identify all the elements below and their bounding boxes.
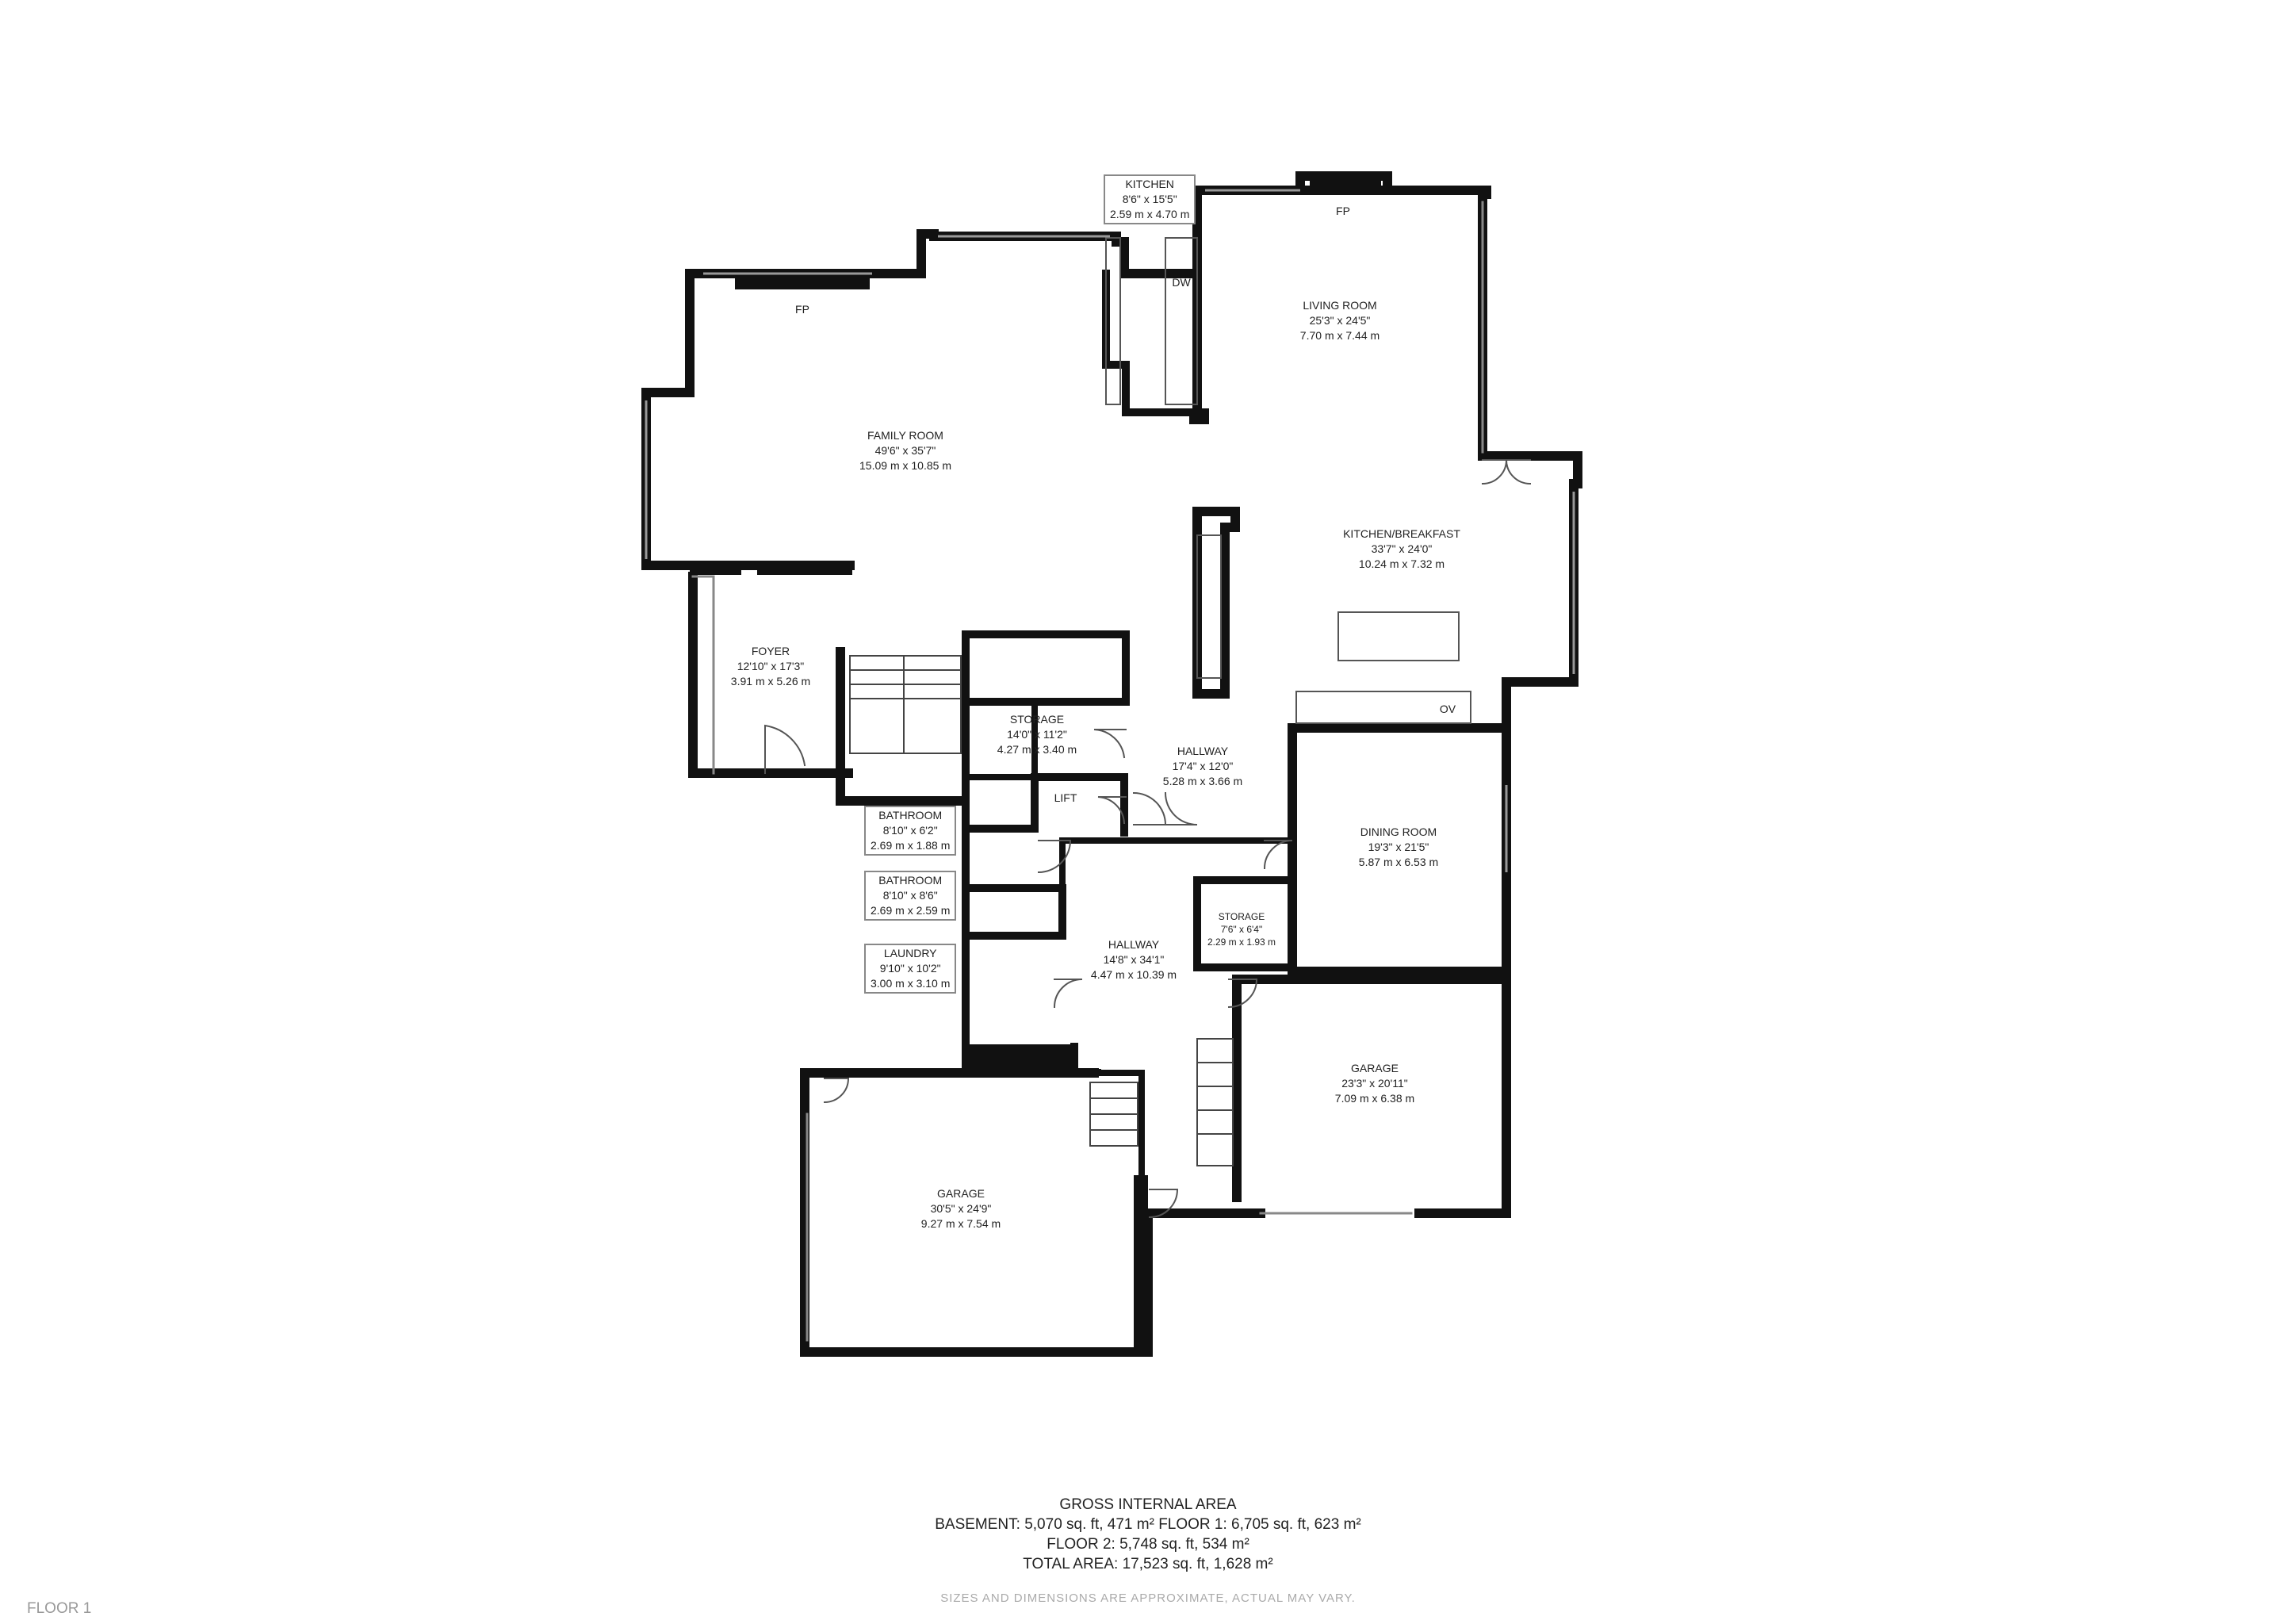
room-name: KITCHEN — [1125, 178, 1174, 190]
room-name: GARAGE — [937, 1187, 985, 1200]
room-label-storage-2 — [1207, 910, 1276, 948]
room-label-hallway-2 — [1091, 937, 1177, 982]
area-line-3: TOTAL AREA: 17,523 sq. ft, 1,628 m² — [1023, 1556, 1273, 1572]
room-label-dining-room — [1359, 825, 1438, 870]
floor-label: FLOOR 1 — [27, 1600, 92, 1617]
wall-living-right — [1483, 190, 1578, 484]
room-imperial: 9'10" x 10'2" — [879, 962, 941, 975]
counters — [1106, 238, 1471, 723]
oven-label: OV — [1439, 703, 1456, 715]
room-label-garage-2 — [921, 1186, 1001, 1231]
room-imperial: 7'6" x 6'4" — [1220, 924, 1263, 935]
room-metric: 2.29 m x 1.93 m — [1207, 936, 1276, 948]
room-name: BATHROOM — [878, 809, 943, 822]
room-label-living-room — [1300, 298, 1380, 343]
room-name: LAUNDRY — [883, 947, 937, 959]
room-label-storage-1 — [997, 712, 1077, 757]
dishwasher-label: DW — [1172, 276, 1191, 289]
room-imperial: 17'4" x 12'0" — [1172, 760, 1234, 772]
room-imperial: 12'10" x 17'3" — [737, 660, 805, 672]
stairs-hall — [1197, 1039, 1233, 1166]
area-line-1: BASEMENT: 5,070 sq. ft, 471 m² FLOOR 1: 6,705 sq. ft, 623 m² — [935, 1516, 1361, 1533]
room-imperial: 19'3" x 21'5" — [1368, 841, 1429, 853]
room-label-foyer — [731, 644, 810, 689]
room-label-bathroom-2 — [864, 871, 956, 921]
room-name: LIVING ROOM — [1303, 299, 1377, 312]
room-name: HALLWAY — [1108, 938, 1160, 951]
wall-family-west — [646, 274, 850, 565]
room-name: KITCHEN/BREAKFAST — [1343, 527, 1460, 540]
lift-label: LIFT — [1054, 791, 1077, 804]
gross-internal-area — [935, 1495, 1361, 1574]
wall-storage — [966, 634, 1126, 702]
room-imperial: 14'0" x 11'2" — [1007, 728, 1067, 741]
room-metric: 7.09 m x 6.38 m — [1334, 1092, 1415, 1105]
room-label-kitchen-small — [1104, 174, 1196, 224]
fireplace-label-family: FP — [795, 303, 809, 316]
room-name: BATHROOM — [878, 874, 943, 887]
room-imperial: 33'7" x 24'0" — [1371, 542, 1433, 555]
room-name: DINING ROOM — [1360, 825, 1437, 838]
room-metric: 2.69 m x 1.88 m — [871, 839, 951, 852]
room-metric: 3.00 m x 3.10 m — [871, 977, 951, 990]
room-metric: 15.09 m x 10.85 m — [859, 459, 951, 472]
room-metric: 7.70 m x 7.44 m — [1299, 329, 1380, 342]
room-label-hallway-1 — [1163, 744, 1242, 789]
room-metric: 5.87 m x 6.53 m — [1358, 856, 1439, 868]
room-imperial: 30'5" x 24'9" — [930, 1202, 992, 1215]
wall-kb-island — [1338, 612, 1459, 661]
room-imperial: 8'6" x 15'5" — [1122, 193, 1177, 205]
stairs-foyer — [850, 656, 961, 753]
room-imperial: 8'10" x 8'6" — [882, 889, 938, 902]
room-name: GARAGE — [1351, 1062, 1399, 1074]
room-metric: 5.28 m x 3.66 m — [1162, 775, 1243, 787]
room-name: STORAGE — [1009, 713, 1065, 726]
room-metric: 9.27 m x 7.54 m — [920, 1217, 1001, 1230]
room-label-garage-1 — [1335, 1061, 1414, 1106]
room-metric: 2.69 m x 2.59 m — [871, 904, 951, 917]
fireplace-label-living: FP — [1336, 205, 1350, 217]
room-name: STORAGE — [1218, 911, 1265, 922]
room-imperial: 25'3" x 24'5" — [1309, 314, 1371, 327]
room-label-kitchen-breakfast — [1343, 527, 1460, 572]
area-line-2: FLOOR 2: 5,748 sq. ft, 534 m² — [1047, 1536, 1249, 1553]
room-imperial: 49'6" x 35'7" — [874, 444, 936, 457]
room-metric: 4.27 m x 3.40 m — [997, 743, 1077, 756]
area-heading: GROSS INTERNAL AREA — [1059, 1496, 1237, 1513]
room-label-family-room — [859, 428, 951, 473]
wall-garage1 — [1148, 979, 1506, 1213]
room-name: FOYER — [751, 645, 790, 657]
room-metric: 2.59 m x 4.70 m — [1110, 208, 1190, 220]
disclaimer: SIZES AND DIMENSIONS ARE APPROXIMATE, ACTUAL MAY VARY. — [940, 1591, 1356, 1605]
wall-kitchen-block — [1106, 274, 1189, 412]
wall-center-column — [1197, 511, 1235, 694]
room-name: HALLWAY — [1177, 745, 1229, 757]
room-name: FAMILY ROOM — [867, 429, 943, 442]
room-metric: 3.91 m x 5.26 m — [730, 675, 811, 688]
room-imperial: 14'8" x 34'1" — [1103, 953, 1165, 966]
stairs-garage — [1090, 1082, 1138, 1146]
room-imperial: 23'3" x 20'11" — [1341, 1077, 1408, 1090]
room-metric: 10.24 m x 7.32 m — [1358, 557, 1445, 570]
room-metric: 4.47 m x 10.39 m — [1090, 968, 1177, 981]
room-imperial: 8'10" x 6'2" — [882, 824, 938, 837]
room-label-bathroom-1 — [864, 806, 956, 856]
room-label-laundry — [864, 944, 956, 994]
